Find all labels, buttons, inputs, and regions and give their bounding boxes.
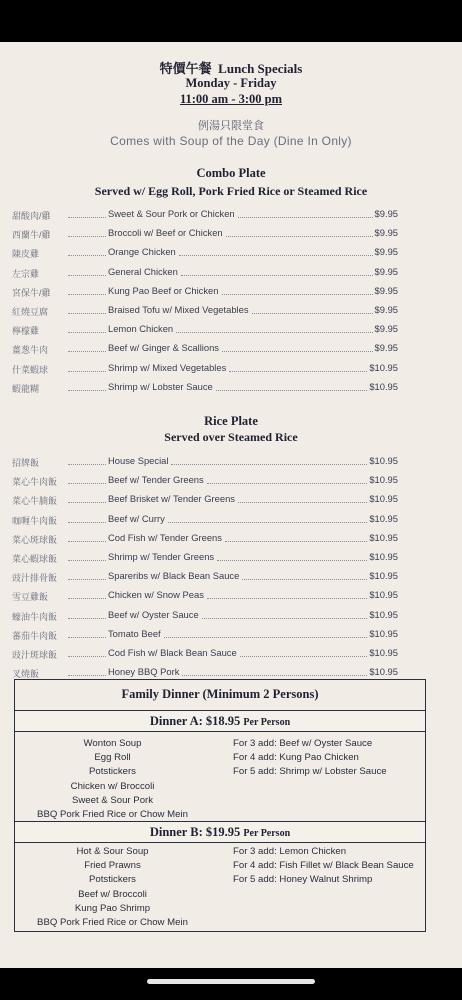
dinner-item: Sweet & Sour Pork <box>71 794 154 806</box>
leader-dots <box>68 285 106 295</box>
leader-dots <box>68 532 106 542</box>
dinner-b-band <box>15 821 425 843</box>
leader-dots <box>68 647 106 657</box>
leader-dots <box>68 208 106 218</box>
menu-hours-text: 11:00 am - 3:00 pm <box>179 92 283 106</box>
menu-title <box>0 58 462 77</box>
family-dinner-title: Family Dinner (Minimum 2 Persons) <box>121 687 319 701</box>
menu-item <box>12 472 398 491</box>
item-price: $9.95 <box>374 265 398 277</box>
soup-note-en: Comes with Soup of the Day (Dine In Only) <box>110 134 352 148</box>
dinner-a-adds <box>233 738 423 781</box>
dinner-add-on: For 4 add: Fish Fillet w/ Black Bean Sauce <box>233 860 414 872</box>
item-name-zh: 甜酸肉/雞 <box>12 211 51 221</box>
item-price: $10.95 <box>369 646 398 658</box>
menu-item <box>12 379 398 398</box>
menu-page <box>0 42 462 968</box>
item-price: $10.95 <box>369 455 398 466</box>
item-price: $10.95 <box>369 666 398 678</box>
menu-item <box>12 453 398 472</box>
title-zh: 特價午餐 <box>159 61 212 76</box>
item-price: $9.95 <box>374 303 398 315</box>
leader-dots <box>179 246 373 256</box>
dinner-b-per: Per Person <box>243 828 291 839</box>
item-name-zh: 咖喱牛肉飯 <box>12 515 58 526</box>
item-name-zh: 檸檬雞 <box>12 326 40 337</box>
item-name-en: Beef w/ Tender Greens <box>108 474 204 486</box>
item-name-zh: 豉汁排骨飯 <box>12 573 58 584</box>
menu-item <box>12 225 398 244</box>
dinner-add-on: For 4 add: Kung Pao Chicken <box>233 752 359 764</box>
dinner-a-per: Per Person <box>243 717 291 728</box>
item-name-en: Beef w/ Curry <box>108 512 165 524</box>
dinner-item: Kung Pao Shrimp <box>74 902 151 914</box>
leader-dots <box>68 304 106 314</box>
menu-item <box>12 511 398 530</box>
item-name-en: Beef w/ Ginger & Scallions <box>108 342 219 354</box>
item-name-zh: 薑葱牛肉 <box>12 345 49 356</box>
item-name-zh: 菜心牛肉飯 <box>12 477 58 488</box>
leader-dots <box>68 551 106 561</box>
item-price: $9.95 <box>374 246 398 258</box>
item-price: $10.95 <box>369 512 398 524</box>
item-name-en: Shrimp w/ Lobster Sauce <box>108 380 213 392</box>
menu-item <box>12 491 398 510</box>
leader-dots <box>68 266 106 276</box>
leader-dots <box>222 285 373 295</box>
dinner-b-price: $19.95 <box>205 825 241 839</box>
menu-item <box>12 549 398 568</box>
menu-item <box>12 264 398 283</box>
item-price: $10.95 <box>369 474 398 486</box>
leader-dots <box>68 381 106 391</box>
family-dinner-box <box>14 679 426 932</box>
dinner-item: Potstickers <box>89 874 136 886</box>
item-name-en: Cod Fish w/ Tender Greens <box>108 531 222 543</box>
dinner-add-on: For 3 add: Lemon Chicken <box>233 846 347 857</box>
leader-dots <box>229 362 367 372</box>
leader-dots <box>226 227 373 237</box>
item-price: $10.95 <box>369 380 398 392</box>
dinner-b-label: Dinner B: <box>149 825 203 839</box>
leader-dots <box>68 628 106 638</box>
title-en: Lunch Specials <box>218 61 303 76</box>
item-name-zh: 蕃茄牛肉飯 <box>12 630 58 641</box>
leader-dots <box>176 323 373 333</box>
item-name-en: Orange Chicken <box>108 246 176 258</box>
menu-item <box>12 302 398 321</box>
dinner-b-items <box>25 846 200 931</box>
leader-dots <box>68 513 106 523</box>
item-price: $10.95 <box>369 361 398 373</box>
rice-title: Rice Plate <box>204 414 258 428</box>
menu-item <box>12 645 398 664</box>
menu-item <box>12 530 398 549</box>
menu-hours <box>0 92 462 107</box>
item-name-zh: 蝦龍糊 <box>12 383 40 394</box>
dinner-item: Chicken w/ Broccoli <box>70 780 155 792</box>
item-price: $10.95 <box>369 570 398 582</box>
leader-dots <box>68 227 106 237</box>
leader-dots <box>68 666 106 676</box>
dinner-add-on: For 5 add: Honey Walnut Shrimp <box>233 874 373 886</box>
item-price: $10.95 <box>369 608 398 620</box>
dinner-item: Wonton Soup <box>83 738 142 749</box>
leader-dots <box>222 342 373 352</box>
item-name-en: Shrimp w/ Mixed Vegetables <box>108 361 227 373</box>
item-name-zh: 菜心蝦球飯 <box>12 553 58 564</box>
dinner-item: Beef w/ Broccoli <box>78 888 147 900</box>
item-name-zh: 宮保牛/雞 <box>12 287 51 298</box>
leader-dots <box>202 609 367 619</box>
item-name-en: Broccoli w/ Beef or Chicken <box>108 227 223 239</box>
menu-item <box>12 568 398 587</box>
dinner-item: Potstickers <box>89 766 136 778</box>
leader-dots <box>68 362 106 372</box>
item-name-zh: 蠔油牛肉飯 <box>12 611 58 622</box>
item-name-zh: 豉汁斑球飯 <box>12 649 58 660</box>
item-name-en: Lemon Chicken <box>108 323 174 335</box>
dinner-a-band <box>15 710 425 732</box>
item-price: $10.95 <box>369 531 398 543</box>
item-price: $9.95 <box>374 284 398 296</box>
menu-item <box>12 340 398 359</box>
item-price: $10.95 <box>369 493 398 505</box>
dinner-a-price: $18.95 <box>205 714 241 728</box>
rice-subtitle: Served over Steamed Rice <box>164 430 298 444</box>
menu-item <box>12 206 398 225</box>
dinner-item: BBQ Pork Fried Rice or Chow Mein <box>37 916 188 928</box>
leader-dots <box>68 589 106 599</box>
soup-note-zh: 例湯只限堂食 <box>198 120 264 132</box>
item-name-en: Cod Fish w/ Black Bean Sauce <box>108 646 237 658</box>
leader-dots <box>225 532 367 542</box>
item-name-en: Spareribs w/ Black Bean Sauce <box>108 570 240 582</box>
menu-item <box>12 283 398 302</box>
leader-dots <box>207 474 367 484</box>
leader-dots <box>171 455 367 465</box>
item-name-zh: 菜心牛腩飯 <box>12 496 58 507</box>
combo-subtitle: Served w/ Egg Roll, Pork Fried Rice or Steamed Rice <box>94 184 368 198</box>
rice-list <box>12 453 398 683</box>
home-indicator[interactable] <box>147 979 315 984</box>
item-name-en: Honey BBQ Pork <box>108 666 180 678</box>
dinner-item: BBQ Pork Fried Rice or Chow Mein <box>37 808 188 820</box>
leader-dots <box>217 551 367 561</box>
leader-dots <box>238 208 373 218</box>
item-name-en: Sweet & Sour Pork or Chicken <box>108 208 235 219</box>
item-name-en: Chicken w/ Snow Peas <box>108 589 204 601</box>
leader-dots <box>182 666 367 676</box>
dinner-item: Egg Roll <box>94 752 131 764</box>
item-name-zh: 西蘭牛/雞 <box>12 230 51 241</box>
item-price: $10.95 <box>369 627 398 639</box>
leader-dots <box>68 493 106 503</box>
menu-item <box>12 360 398 379</box>
item-name-en: General Chicken <box>108 265 178 277</box>
leader-dots <box>68 609 106 619</box>
item-name-en: Kung Pao Beef or Chicken <box>108 284 219 296</box>
leader-dots <box>216 381 367 391</box>
leader-dots <box>68 474 106 484</box>
dinner-b-header <box>15 825 425 840</box>
combo-list <box>12 206 398 398</box>
item-name-zh: 什菜蝦球 <box>12 364 49 375</box>
leader-dots <box>68 570 106 580</box>
item-name-zh: 左宗雞 <box>12 268 40 279</box>
item-price: $9.95 <box>374 323 398 335</box>
combo-title: Combo Plate <box>196 166 266 180</box>
leader-dots <box>68 342 106 352</box>
item-name-zh: 招牌飯 <box>12 458 40 468</box>
leader-dots <box>207 589 367 599</box>
leader-dots <box>168 513 367 523</box>
dinner-a-header <box>15 714 425 729</box>
leader-dots <box>68 246 106 256</box>
leader-dots <box>181 266 373 276</box>
leader-dots <box>242 570 367 580</box>
leader-dots <box>68 455 106 465</box>
leader-dots <box>252 304 373 314</box>
item-price: $10.95 <box>369 550 398 562</box>
dinner-item: Fried Prawns <box>84 860 141 872</box>
dinner-item: Hot & Sour Soup <box>76 846 149 857</box>
item-name-en: Beef w/ Oyster Sauce <box>108 608 199 620</box>
item-name-zh: 雪豆雞飯 <box>12 592 49 603</box>
menu-item <box>12 607 398 626</box>
item-name-en: Tomato Beef <box>108 627 161 639</box>
item-name-en: House Special <box>108 455 169 466</box>
leader-dots <box>238 493 367 503</box>
leader-dots <box>68 323 106 333</box>
item-name-zh: 菜心斑球飯 <box>12 534 58 545</box>
item-name-zh: 叉燒飯 <box>12 669 40 680</box>
menu-item <box>12 587 398 606</box>
item-name-en: Shrimp w/ Tender Greens <box>108 550 215 562</box>
menu-days: Monday - Friday <box>185 76 277 90</box>
item-name-en: Braised Tofu w/ Mixed Vegetables <box>108 303 249 315</box>
dinner-a-items <box>25 738 200 823</box>
leader-dots <box>240 647 367 657</box>
menu-item <box>12 244 398 263</box>
item-name-zh: 陳皮雞 <box>12 249 40 260</box>
dinner-b-adds <box>233 846 423 889</box>
menu-item <box>12 626 398 645</box>
item-name-zh: 紅燒豆腐 <box>12 306 49 317</box>
dinner-add-on: For 5 add: Shrimp w/ Lobster Sauce <box>233 766 387 778</box>
item-price: $9.95 <box>374 227 398 239</box>
item-name-en: Beef Brisket w/ Tender Greens <box>108 493 235 505</box>
leader-dots <box>164 628 367 638</box>
dinner-add-on: For 3 add: Beef w/ Oyster Sauce <box>233 738 373 749</box>
menu-item <box>12 321 398 340</box>
item-price: $10.95 <box>369 589 398 601</box>
item-price: $9.95 <box>374 342 398 354</box>
dinner-a-label: Dinner A: <box>149 714 203 728</box>
item-price: $9.95 <box>374 208 398 219</box>
